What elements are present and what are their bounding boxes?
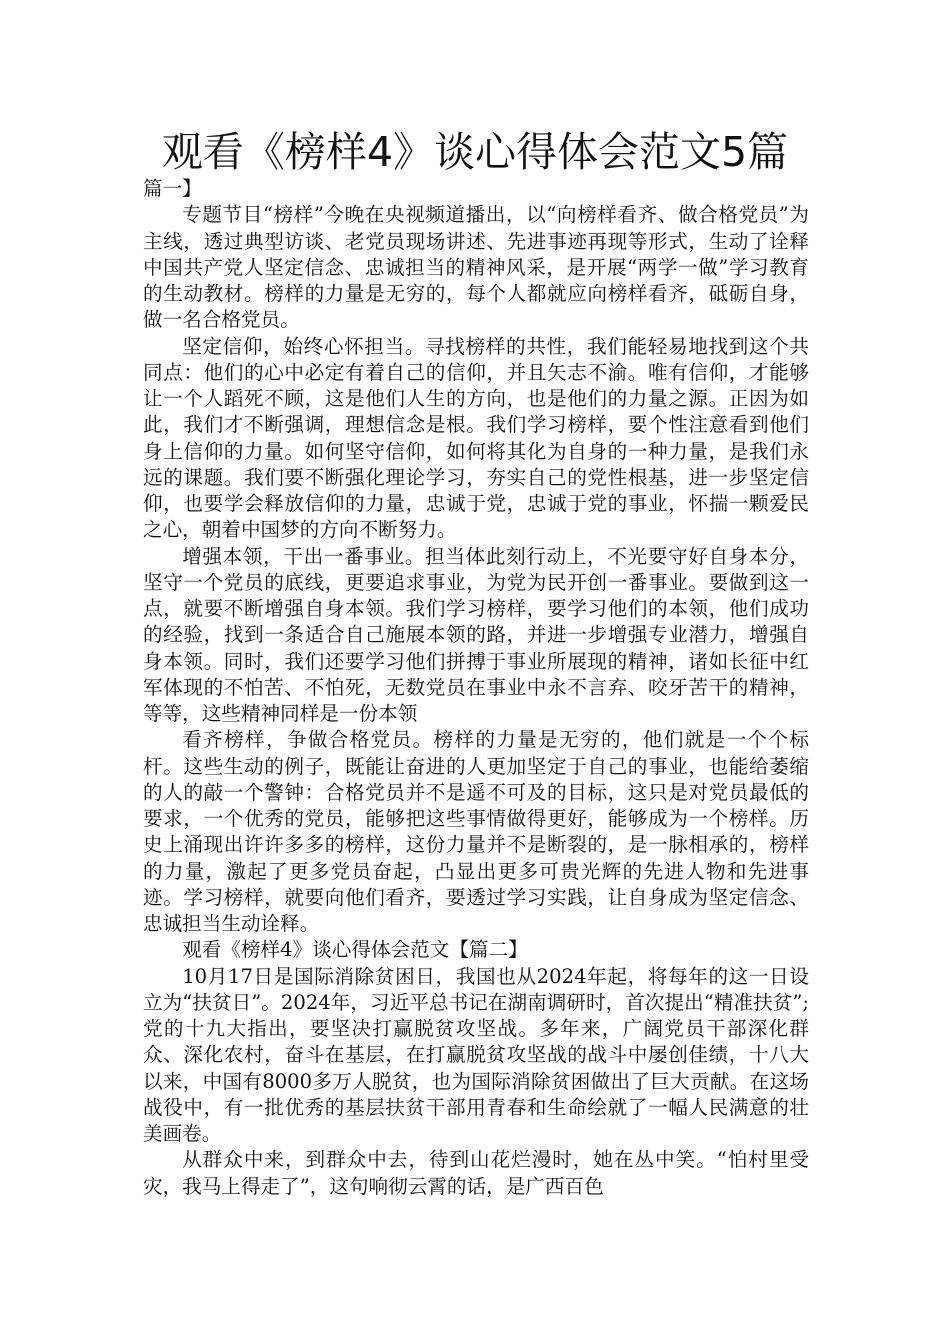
document-title: 观看《榜样4》谈心得体会范文5篇 <box>161 128 789 176</box>
paragraph: 看齐榜样，争做合格党员。榜样的力量是无穷的，他们就是一个个标杆。这些生动的例子，既能让奋进的人更加坚定于自己的事业，也能给萎缩的人的敲一个警钟：合格党员并不是遥不可及的目标，这只是对党员最低的要求，一个优秀的党员，能够把这些事情做得更好，能够成为一个榜样。历史上涌现出许许多多的榜样，这份力量并不是断裂的，是一脉相承的，榜样的力量，激起了更多党员奋起，凸显出更多可贵光辉的先进人物和先进事迹。学习榜样，就要向他们看齐，要透过学习实践，让自身成为坚定信念、忠诚担当生动诠释。 <box>143 728 809 935</box>
document-body <box>143 176 809 1200</box>
paragraph: 坚定信仰，始终心怀担当。寻找榜样的共性，我们能轻易地找到这个共同点：他们的心中必定有着自己的信仰，并且矢志不渝。唯有信仰，才能够让一个人蹈死不顾，这是他们人生的方向，也是他们的力量之源。正因为如此，我们才不断强调，理想信念是根。我们学习榜样，要个性注意看到他们身上信仰的力量。如何坚守信仰，如何将其化为自身的一种力量，是我们永远的课题。我们要不断强化理论学习，夯实自己的党性根基，进一步坚定信仰，也要学会释放信仰的力量，忠诚于党，忠诚于党的事业，怀揣一颗爱民之心，朝着中国梦的方向不断努力。 <box>143 334 809 542</box>
paragraph: 专题节目“榜样”今晚在央视频道播出，以“向榜样看齐、做合格党员”为主线，透过典型访谈、老党员现场讲述、先进事迹再现等形式，生动了诠释中国共产党人坚定信念、忠诚担当的精神风采，是开展“两学一做”学习教育的生动教材。榜样的力量是无穷的，每个人都就应向榜样看齐，砥砺自身，做一名合格党员。 <box>143 203 809 332</box>
section-heading-1: 篇一】 <box>143 177 202 200</box>
section-heading-2: 观看《榜样4》谈心得体会范文【篇二】 <box>182 938 528 962</box>
paragraph: 增强本领，干出一番事业。担当体此刻行动上，不光要守好自身本分，坚守一个党员的底线，更要追求事业，为党为民开创一番事业。要做到这一点，就要不断增强自身本领。我们学习榜样，要学习他们的本领，他们成功的经验，找到一条适合自己施展本领的路，并进一步增强专业潜力，增强自身本领。同时，我们还要学习他们拼搏于事业所展现的精神，诸如长征中红军体现的不怕苦、不怕死，无数党员在事业中永不言弃、咬牙苦干的精神，等等，这些精神同样是一份本领 <box>143 544 809 725</box>
paragraph: 10月17日是国际消除贫困日，我国也从2024年起，将每年的这一日设立为“扶贫日”。2024年，习近平总书记在湖南调研时，首次提出“精准扶贫”;党的十九大指出，要坚决打赢脱贫攻坚战。多年来，广阔党员干部深化群众、深化农村，奋斗在基层，在打赢脱贫攻坚战的战斗中屡创佳绩，十八大以来，中国有8000多万人脱贫，也为国际消除贫困做出了巨大贡献。在这场战役中，有一批优秀的基层扶贫干部用青春和生命绘就了一幅人民满意的壮美画卷。 <box>143 964 809 1145</box>
paragraph: 从群众中来，到群众中去，待到山花烂漫时，她在丛中笑。“怕村里受灾，我马上得走了”，这句响彻云霄的话，是广西百色 <box>143 1148 809 1198</box>
